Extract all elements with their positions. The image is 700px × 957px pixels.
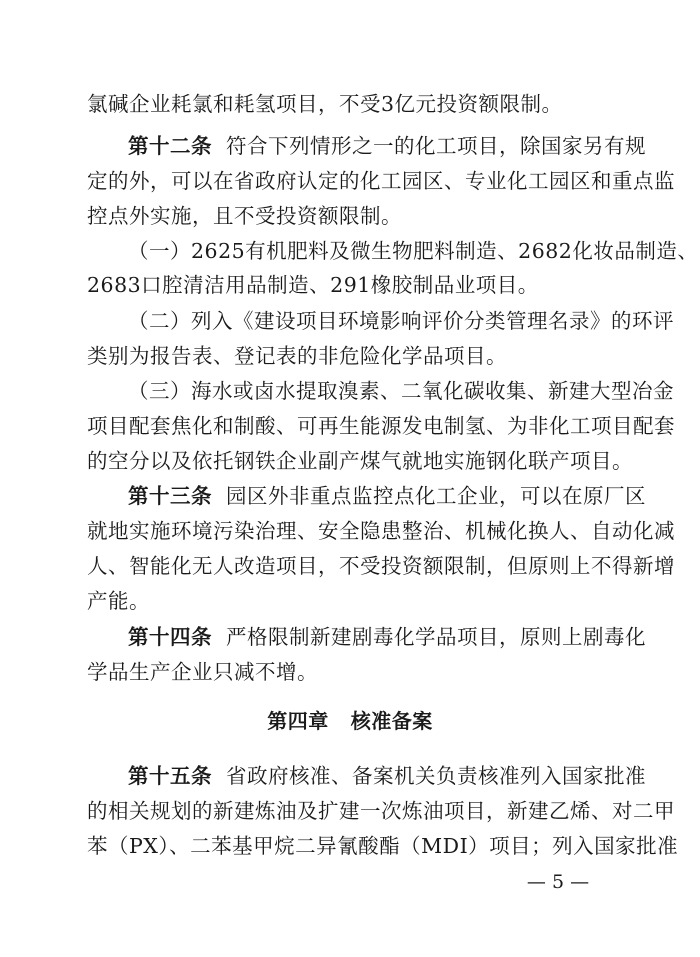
article-label: 第十二条 — [128, 134, 212, 158]
paragraph-line: 第十三条 园区外非重点监控点化工企业，可以在原厂区 — [128, 484, 646, 508]
paragraph-line: 第十四条 严格限制新建剧毒化学品项目，原则上剧毒化 — [128, 625, 646, 649]
chapter-title: 核准备案 — [350, 709, 433, 733]
chapter-number: 第四章 — [267, 709, 329, 733]
paragraph-line: 产能。 — [87, 589, 150, 613]
paragraph-line: 第十二条 符合下列情形之一的化工项目，除国家另有规 — [128, 134, 646, 158]
paragraph-line: 项目配套焦化和制酸、可再生能源发电制氢、为非化工项目配套 — [87, 414, 675, 438]
paragraph-line: （三）海水或卤水提取溴素、二氧化碳收集、新建大型冶金 — [128, 379, 674, 403]
paragraph-line: 的空分以及依托钢铁企业副产煤气就地实施钢化联产项目。 — [87, 449, 633, 473]
paragraph-line: 学品生产企业只减不增。 — [87, 660, 318, 684]
paragraph-line: （一）2625有机肥料及微生物肥料制造、2682化妆品制造、 — [128, 239, 699, 263]
paragraph-line: 定的外，可以在省政府认定的化工园区、专业化工园区和重点监 — [87, 169, 675, 193]
paragraph-line: 苯（PX）、二苯基甲烷二异氰酸酯（MDI）项目；列入国家批准 — [87, 834, 679, 858]
paragraph-line: 就地实施环境污染治理、安全隐患整治、机械化换人、自动化减 — [87, 519, 675, 543]
paragraph-line: 氯碱企业耗氯和耗氢项目，不受3亿元投资额限制。 — [87, 92, 563, 116]
paragraph-line: 第十五条 省政府核准、备案机关负责核准列入国家批准 — [128, 764, 646, 788]
page-number: — 5 — — [526, 871, 590, 893]
chapter-heading — [0, 707, 700, 735]
paragraph-line: 控点外实施，且不受投资额限制。 — [87, 204, 402, 228]
paragraph-line: 的相关规划的新建炼油及扩建一次炼油项目，新建乙烯、对二甲 — [87, 799, 675, 823]
article-label: 第十五条 — [128, 764, 212, 788]
article-label: 第十四条 — [128, 625, 212, 649]
paragraph-line: 类别为报告表、登记表的非危险化学品项目。 — [87, 344, 507, 368]
paragraph-line: 人、智能化无人改造项目，不受投资额限制，但原则上不得新增 — [87, 554, 675, 578]
paragraph-line: （二）列入《建设项目环境影响评价分类管理名录》的环评 — [128, 309, 674, 333]
paragraph-line: 2683口腔清洁用品制造、291橡胶制品业项目。 — [87, 273, 539, 297]
article-label: 第十三条 — [128, 484, 212, 508]
